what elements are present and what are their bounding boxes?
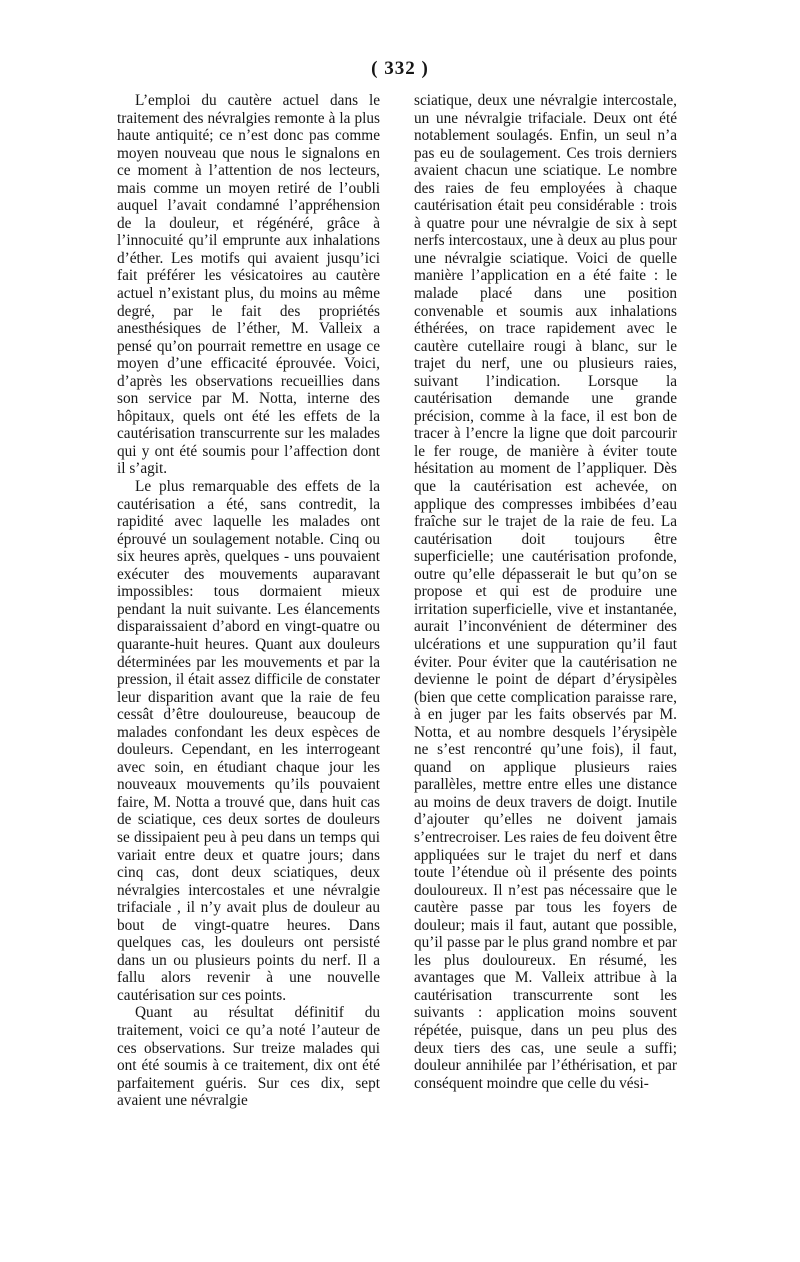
right-column [414, 92, 677, 1092]
paragraph: Le plus remarquable des effets de la cautérisation a été, sans contredit, la rapidité avec laquelle les malades ont éprouvé un soulagement notable. Cinq ou six heures après, quelques - uns pouvaient exécuter des mouvements auparavant impossibles: tous dormaient mieux pendant la nuit suivante. Les élancements disparaissaient d’abord en vingt-quatre ou quarante-huit heures. Quant aux douleurs déterminées par les mouvements et par la pression, il était assez difficile de constater leur disparition avant que la raie de feu cessât d’être douloureuse, beaucoup de malades confondant les deux espèces de douleurs. Cependant, en les interrogeant avec soin, en étudiant chaque jour les nouveaux mouvements qu’ils pouvaient faire, M. Notta a trouvé que, dans huit cas de sciatique, ces deux sortes de douleurs se dissipaient peu à peu dans un temps qui variait entre deux et quatre jours; dans cinq cas, dont deux sciatiques, deux névralgies intercostales et une névralgie trifaciale , il n’y avait plus de douleur au bout de vingt-quatre heures. Dans quelques cas, les douleurs ont persisté dans un ou plusieurs points du nerf. Il a fallu alors revenir à une nouvelle cautérisation sur ces points. [117, 478, 380, 1004]
paragraph: Quant au résultat définitif du traitement, voici ce qu’a noté l’auteur de ces observations. Sur treize malades qui ont été soumis à ce traitement, dix ont été parfaitement guéris. Sur ces dix, sept avaient une névralgie [117, 1004, 380, 1110]
paragraph-continued: sciatique, deux une névralgie intercostale, un une névralgie trifaciale. Deux ont été notablement soulagés. Enfin, un seul n’a pas eu de soulagement. Ces trois derniers avaient chacun une sciatique. Le nombre des raies de feu employées à chaque cautérisation était peu considérable : trois à quatre pour une névralgie de six à sept nerfs intercostaux, une à deux au plus pour une névralgie sciatique. Voici de quelle manière l’application en a été faite : le malade placé dans une position convenable et soumis aux inhalations éthérées, on trace rapidement avec le cautère cutellaire rougi à blanc, sur le trajet du nerf, une ou plusieurs raies, suivant l’indication. Lorsque la cautérisation demande une grande précision, comme à la face, il est bon de tracer à l’encre la ligne que doit parcourir le fer rouge, de manière à éviter toute hésitation au moment de l’appliquer. Dès que la cautérisation est achevée, on applique des compresses imbibées d’eau fraîche sur le trajet de la raie de feu. La cautérisation doit toujours être superficielle; une cautérisation profonde, outre qu’elle dépasserait le but qu’on se propose et qui est de produire une irritation superficielle, vive et instantanée, aurait l’inconvénient de déterminer des ulcérations et une suppuration qu’il faut éviter. Pour éviter que la cautérisation ne devienne le point de départ d’érysipèles (bien que cette complication paraisse rare, à en juger par les faits observés par M. Notta, et au nombre desquels l’érysipèle ne s’est rencontré qu’une fois), il faut, quand on applique plusieurs raies parallèles, mettre entre elles une distance au moins de deux travers de doigt. Inutile d’ajouter qu’elles ne doivent jamais s’entrecroiser. Les raies de feu doivent être appliquées sur le trajet du nerf et dans toute l’étendue où il présente des points douloureux. Il n’est pas nécessaire que le cautère passe par tous les foyers de douleur; mais il faut, autant que possible, qu’il passe par le plus grand nombre et par les plus douloureux. En résumé, les avantages que M. Valleix attribue à la cautérisation transcurrente sont les suivants : application moins souvent répétée, puisque, dans un peu plus des deux tiers des cas, une seule a suffi; douleur annihilée par l’éthérisation, et par conséquent moindre que celle du vési- [414, 92, 677, 1092]
page-number: ( 332 ) [371, 58, 429, 79]
left-column [117, 92, 380, 1110]
paragraph: L’emploi du cautère actuel dans le traitement des névralgies remonte à la plus haute antiquité; ce n’est donc pas comme moyen nouveau que nous le signalons en ce moment à l’attention de nos lecteurs, mais comme un moyen retiré de l’oubli auquel l’avait condamné l’appréhension de la douleur, et régénéré, grâce à l’innocuité qu’il emprunte aux inhalations d’éther. Les motifs qui avaient jusqu’ici fait préférer les vésicatoires au cautère actuel n’existant plus, du moins au même degré, par le fait des propriétés anesthésiques de l’éther, M. Valleix a pensé qu’on pourrait remettre en usage ce moyen d’une efficacité éprouvée. Voici, d’après les observations recueillies dans son service par M. Notta, interne des hôpitaux, quels ont été les effets de la cautérisation transcurrente sur les malades qui y ont été soumis pour l’affection dont il s’agit. [117, 92, 380, 478]
